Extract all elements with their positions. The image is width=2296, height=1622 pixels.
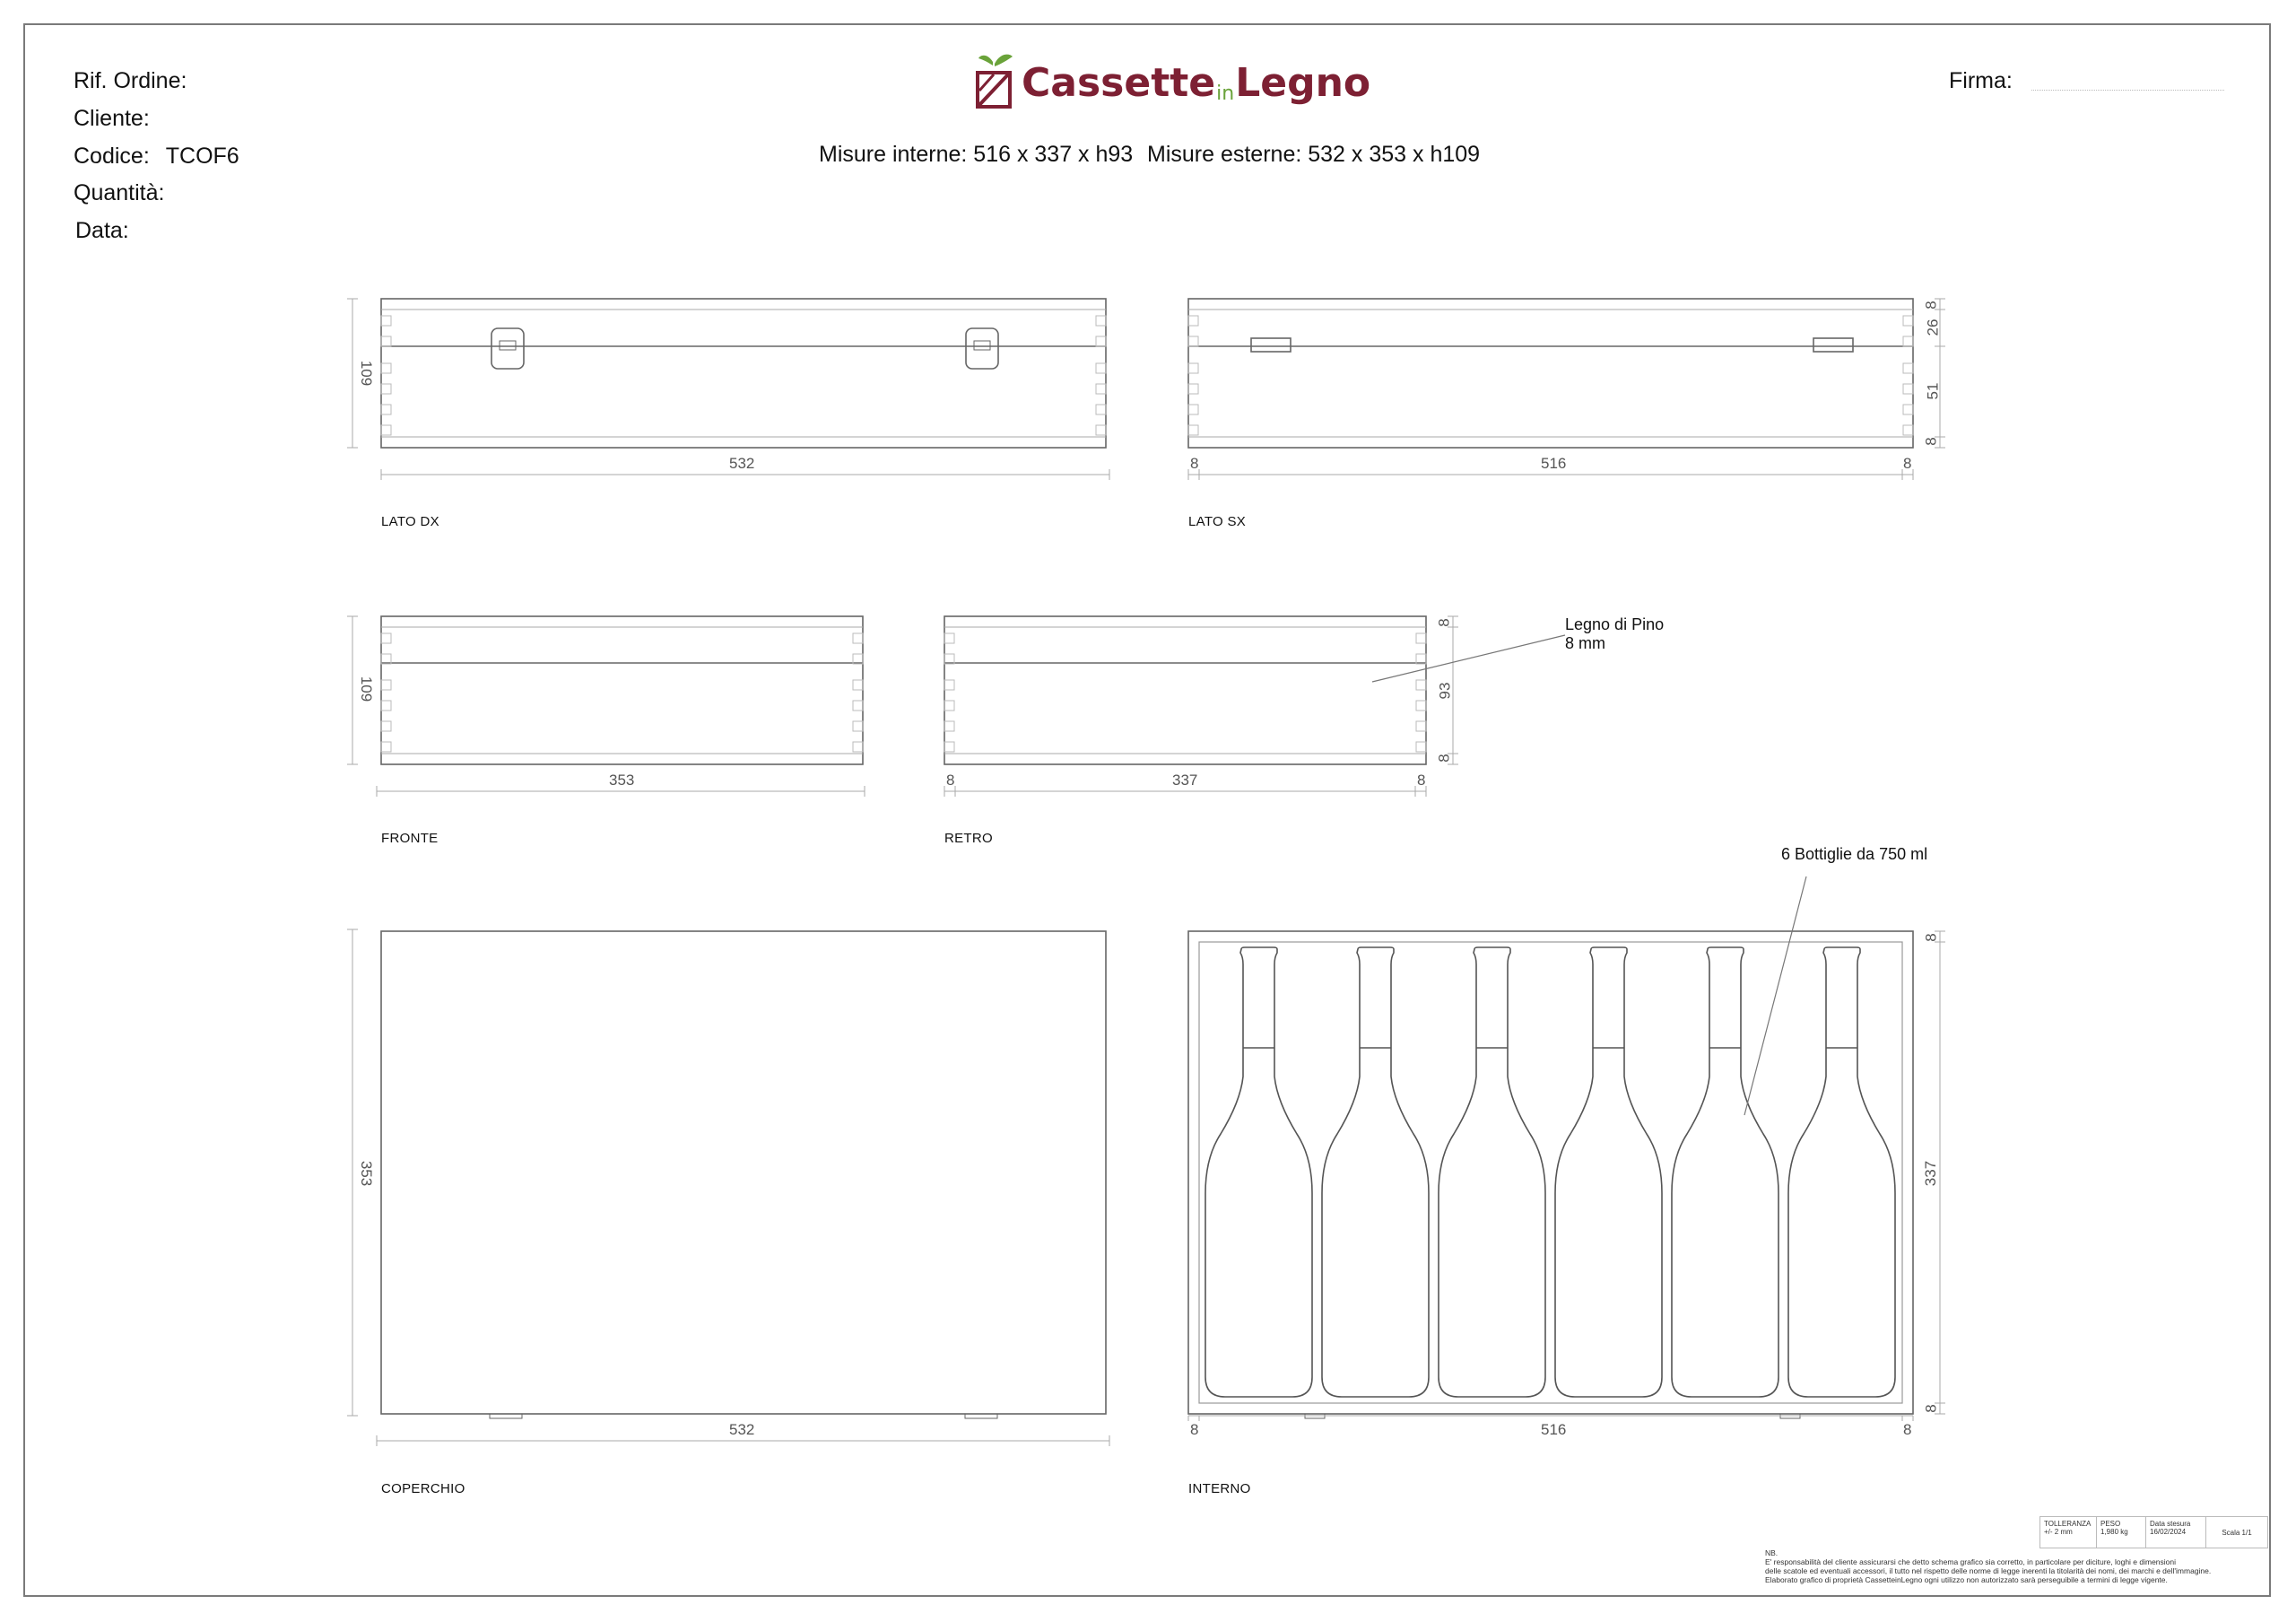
coperchio-label: COPERCHIO [381, 1481, 465, 1496]
nb-line-1: E' responsabilità del cliente assicurarsi che detto schema grafico sia corretto, in particolare per diciture, loghi e dimensioni [1765, 1557, 2177, 1566]
codice-value: TCOF6 [165, 144, 239, 169]
retro-right-dim: 8 [1417, 772, 1426, 789]
scala-cell: Scala 1/1 [2206, 1517, 2268, 1548]
misure-interne: Misure interne: 516 x 337 x h93 [819, 142, 1134, 167]
lato-sx-v2-dim: 26 [1924, 318, 1942, 336]
coperchio-dimension-lines [347, 929, 1109, 1446]
fronte-drawing [381, 616, 863, 764]
retro-label: RETRO [944, 831, 993, 846]
bottiglie-callout: 6 Bottiglie da 750 ml [1781, 845, 1928, 863]
bottle-3 [1439, 947, 1545, 1397]
retro-finger-joints [944, 633, 1426, 752]
misure-esterne: Misure esterne: 532 x 353 x h109 [1147, 142, 1481, 167]
lato-sx-right-dim: 8 [1903, 455, 1912, 472]
bottle-2 [1322, 947, 1429, 1397]
nb-title: NB. [1765, 1548, 1779, 1557]
retro-dimension-lines [944, 616, 1458, 797]
title-block-table [2039, 1516, 2268, 1548]
coperchio-height-dim: 353 [358, 1160, 376, 1187]
rif-ordine-label: Rif. Ordine: [74, 68, 187, 93]
lato-sx-v1-dim: 8 [1922, 301, 1940, 310]
retro-v1-dim: 8 [1435, 618, 1453, 627]
fronte-height-dim: 109 [358, 676, 376, 702]
bottle-1 [1205, 947, 1312, 1397]
legno-callout-leader [1372, 635, 1565, 682]
lato-sx-finger-joints [1188, 316, 1913, 435]
lato-sx-left-dim: 8 [1190, 455, 1199, 472]
fronte-label: FRONTE [381, 831, 439, 846]
bottles-group [1205, 947, 1895, 1397]
bottle-5 [1672, 947, 1779, 1397]
fronte-width-dim: 353 [609, 772, 635, 789]
lato-dx-drawing [381, 299, 1106, 448]
coperchio-width-dim: 532 [729, 1421, 755, 1438]
nb-disclaimer [1765, 1548, 2267, 1584]
nb-line-3: Elaborato grafico di proprietà CassetteinLegno ogni utilizzo non autorizzato sarà perseguibile a termini di legge vigente. [1765, 1575, 2168, 1584]
retro-drawing [944, 616, 1426, 764]
coperchio-drawing [381, 931, 1106, 1418]
lato-dx-dimension-lines [347, 299, 1109, 480]
bottle-6 [1788, 947, 1895, 1397]
lato-sx-label: LATO SX [1188, 514, 1247, 529]
lato-dx-finger-joints [381, 316, 1106, 435]
lato-sx-v4-dim: 8 [1922, 437, 1940, 446]
fronte-dimension-lines [347, 616, 865, 797]
quantita-label: Quantità: [74, 180, 165, 205]
interno-drawing [1188, 931, 1913, 1418]
fronte-finger-joints [381, 633, 863, 752]
lato-sx-dimension-lines [1188, 299, 1945, 480]
interno-left-dim: 8 [1190, 1421, 1199, 1438]
lato-sx-drawing [1188, 299, 1913, 448]
interno-label: INTERNO [1188, 1481, 1251, 1496]
interno-dimension-lines [1188, 931, 1945, 1421]
legno-callout [1565, 615, 1664, 653]
retro-width-dim: 337 [1172, 772, 1198, 789]
interno-v3-dim: 8 [1922, 1404, 1940, 1413]
lato-sx-width-dim: 516 [1541, 455, 1567, 472]
interno-width-dim: 516 [1541, 1421, 1567, 1438]
tolleranza-cell: TOLLERANZA +/- 2 mm [2040, 1517, 2097, 1548]
data-stesura-cell: Data stesura 16/02/2024 [2146, 1517, 2206, 1548]
interno-v1-dim: 8 [1922, 933, 1940, 942]
peso-cell: PESO 1,980 kg [2097, 1517, 2146, 1548]
lato-dx-width-dim: 532 [729, 455, 755, 472]
logo-wordmark: CassetteinLegno [1022, 59, 1371, 106]
lato-sx-v3-dim: 51 [1924, 382, 1942, 400]
firma-label: Firma: [1949, 68, 2013, 93]
retro-left-dim: 8 [946, 772, 955, 789]
legno-callout-line2: 8 mm [1565, 634, 1605, 652]
bottiglie-callout-leader [1744, 876, 1806, 1115]
nb-line-2: delle scatole ed eventuali accessori, il tutto nel rispetto delle norme di legge inerenti la titolarità dei nomi, dei marchi e dell'immagine. [1765, 1566, 2212, 1575]
lato-dx-label: LATO DX [381, 514, 439, 529]
codice-label: Codice: [74, 144, 150, 169]
interno-right-dim: 8 [1903, 1421, 1912, 1438]
cliente-label: Cliente: [74, 106, 150, 131]
lato-dx-height-dim: 109 [358, 360, 376, 387]
retro-v3-dim: 8 [1435, 754, 1453, 763]
interno-v2-dim: 337 [1922, 1160, 1940, 1187]
legno-callout-line1: Legno di Pino [1565, 615, 1665, 633]
data-label: Data: [75, 218, 129, 243]
retro-v2-dim: 93 [1436, 682, 1454, 700]
bottle-4 [1555, 947, 1662, 1397]
